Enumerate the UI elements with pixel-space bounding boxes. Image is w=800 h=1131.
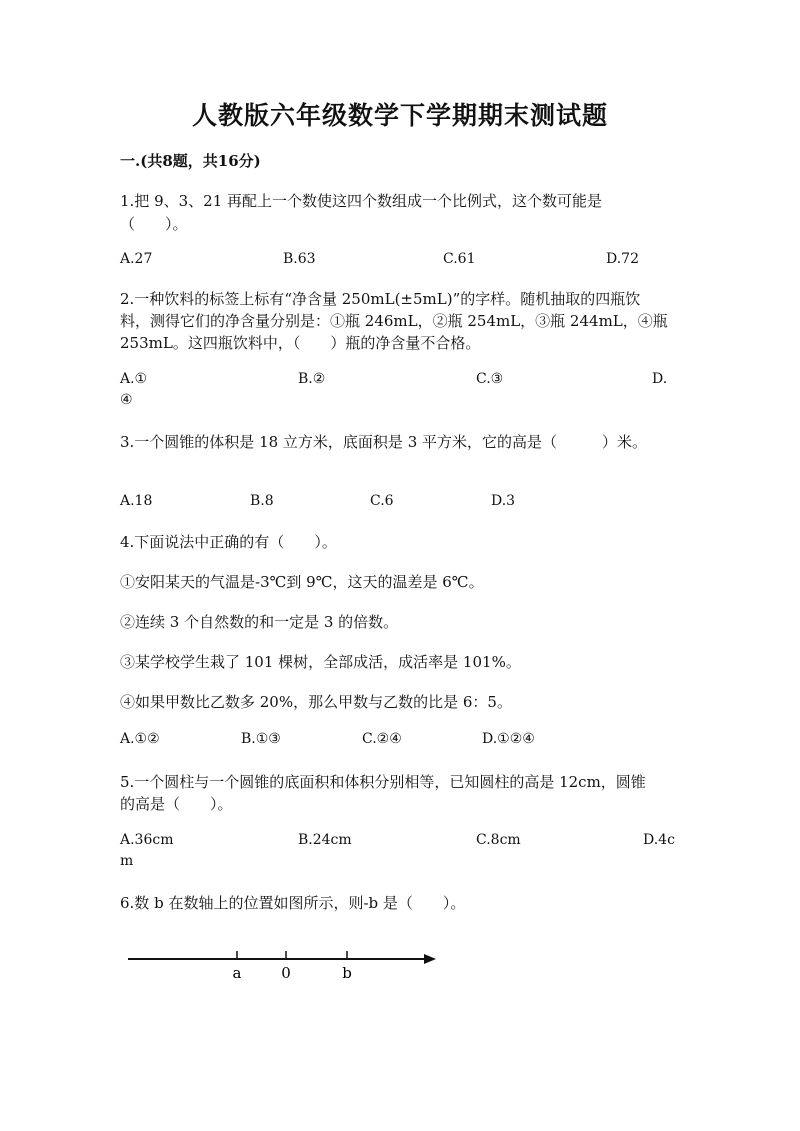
number-line-arrow-icon: [424, 954, 436, 964]
q5-text-line2: 的高是（ ）。: [120, 795, 233, 813]
section-heading: 一.(共8题，共16分): [120, 152, 261, 170]
q5-option-a: A.36cm: [120, 832, 174, 848]
q3-option-c: C.6: [370, 493, 394, 509]
q4-statement-1: ①安阳某天的气温是-3℃到 9℃，这天的温差是 6℃。: [120, 573, 484, 591]
q2-text-line2: 料，测得它们的净含量分别是：①瓶 246mL，②瓶 254mL，③瓶 244mL，④瓶: [120, 312, 668, 330]
q3-option-a: A.18: [120, 493, 153, 509]
q5-option-c: C.8cm: [476, 832, 521, 848]
q4-statement-2: ②连续 3 个自然数的和一定是 3 的倍数。: [120, 613, 399, 631]
q4-option-a: A.①②: [120, 731, 160, 747]
q2-option-b: B.②: [298, 371, 326, 387]
q4-option-c: C.②④: [362, 731, 402, 747]
q4-option-b: B.①③: [241, 731, 281, 747]
q4-text-line1: 4.下面说法中正确的有（ ）。: [120, 533, 337, 551]
q4-option-d: D.①②④: [482, 731, 535, 747]
q4-statement-3: ③某学校学生栽了 101 棵树，全部成活，成活率是 101%。: [120, 653, 521, 671]
q1-option-c: C.61: [443, 251, 476, 267]
q1-option-a: A.27: [120, 251, 153, 267]
number-line-figure: [120, 940, 450, 990]
tick-label-a: a: [232, 964, 242, 982]
q3-text-line1: 3.一个圆锥的体积是 18 立方米，底面积是 3 平方米，它的高是（ ）米。: [120, 433, 648, 451]
page-title: 人教版六年级数学下学期期末测试题: [191, 101, 608, 130]
q2-option-d-wrap: ④: [120, 392, 133, 408]
q1-text-line2: （ ）。: [120, 215, 188, 233]
q2-text-line1: 2.一种饮料的标签上标有“净含量 250mL(±5mL)”的字样。随机抽取的四瓶饮: [120, 290, 641, 308]
q5-option-d-wrap: m: [120, 853, 134, 869]
q3-option-b: B.8: [250, 493, 274, 509]
tick-label-0: 0: [281, 964, 291, 982]
q4-statement-4: ④如果甲数比乙数多 20%，那么甲数与乙数的比是 6：5。: [120, 693, 512, 711]
q2-option-d: D.: [652, 371, 668, 387]
q1-option-d: D.72: [606, 251, 639, 267]
q2-option-a: A.①: [120, 371, 148, 387]
tick-label-b: b: [342, 964, 352, 982]
q2-text-line3: 253mL。这四瓶饮料中，（ ）瓶的净含量不合格。: [120, 334, 481, 352]
q5-option-b: B.24cm: [298, 832, 352, 848]
q6-text-line1: 6.数 b 在数轴上的位置如图所示，则-b 是（ ）。: [120, 894, 466, 912]
q5-text-line1: 5.一个圆柱与一个圆锥的底面积和体积分别相等，已知圆柱的高是 12cm，圆锥: [120, 773, 646, 791]
q2-option-c: C.③: [476, 371, 504, 387]
q1-text-line1: 1.把 9、3、21 再配上一个数使这四个数组成一个比例式，这个数可能是: [120, 192, 603, 210]
q1-option-b: B.63: [283, 251, 316, 267]
q3-option-d: D.3: [491, 493, 516, 509]
q5-option-d: D.4c: [643, 832, 675, 848]
